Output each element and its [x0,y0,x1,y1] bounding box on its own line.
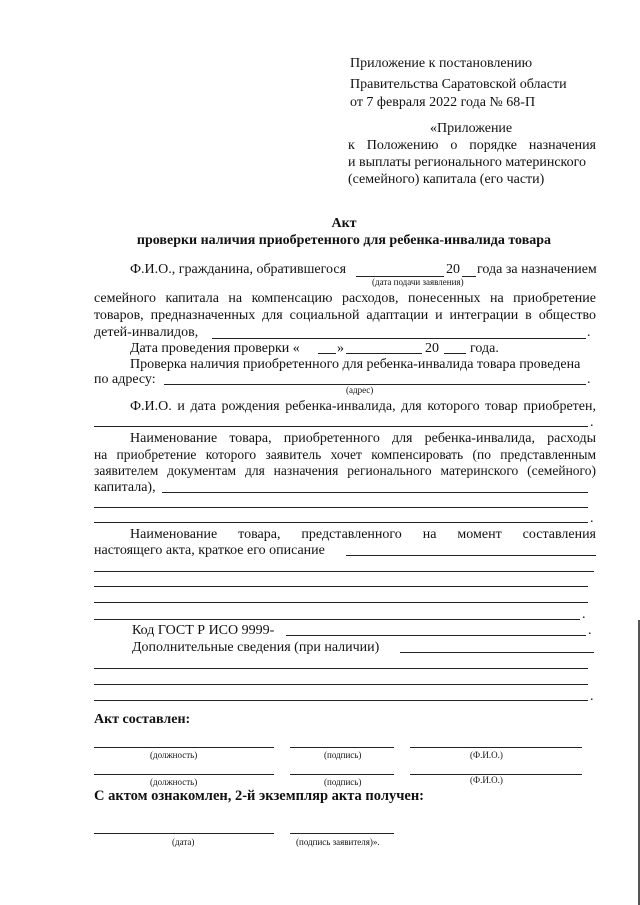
p3-line-2: по адресу: [94,372,156,387]
p2-text-c: 20 [425,341,439,356]
sig-position-line-1 [94,747,274,748]
p6-line-2: настоящего акта, краткое его описание [94,543,325,558]
sig-fio-hint-2: (Ф.И.О.) [470,775,503,785]
appendix-line-3: и выплаты регионального материнского [348,155,587,170]
p7-extra-line-3 [94,684,588,685]
header-line-3: от 7 февраля 2022 года № 68-П [350,95,536,110]
p7-code-end: . [588,623,592,638]
p7-extra-line-1 [400,652,594,653]
sig-position-line-2 [94,774,274,775]
p6-line-1: Наименование товара, представленного на момент составления [130,527,596,542]
p3-end: . [587,372,591,387]
p7-end: . [590,689,594,704]
p5-line-4: капитала), [94,480,156,495]
appendix-line-1: «Приложение [430,121,513,136]
p6-end: . [582,607,586,622]
sig-applicant-hint: (подпись заявителя)». [296,837,380,847]
header-line-1: Приложение к постановлению [350,56,533,71]
p2-month-line [346,353,422,354]
appendix-line-4: (семейного) капитала (его части) [348,172,545,187]
p6-desc-line-2 [94,571,594,572]
p5-end: . [590,511,594,526]
p6-desc-line-4 [94,602,588,603]
sig-signature-hint-2: (подпись) [324,777,362,787]
p4-child-line [94,426,588,427]
p7-extra: Дополнительные сведения (при наличии) [132,640,380,655]
p1-line-4: детей-инвалидов, [94,325,199,340]
p3-hint: (адрес) [346,385,374,395]
p1-line-2: семейного капитала на компенсацию расходов, понесенных на приобретение [94,291,596,306]
title-line-1: Акт [331,216,357,231]
p2-year-line [444,353,466,354]
acquainted-heading: С актом ознакомлен, 2-й экземпляр акта получен: [94,788,425,804]
sig-position-hint-1: (должность) [150,750,198,760]
p1-hint: (дата подачи заявления) [372,277,464,287]
p6-desc-line-5 [94,619,580,620]
sig-applicant-line [290,833,394,834]
p2-day-line [318,353,336,354]
p7-code: Код ГОСТ Р ИСО 9999- [132,623,275,638]
p4-line-1: Ф.И.О. и дата рождения ребенка-инвалида, для которого товар приобретен, [130,399,596,414]
header-line-2: Правительства Саратовской области [350,77,567,92]
p2-text-d: года. [470,341,499,356]
title-line-2: проверки наличия приобретенного для ребенка-инвалида товара [136,233,552,248]
p5-line-1: Наименование товара, приобретенного для ребенка-инвалида, расходы [130,431,596,446]
p6-desc-line-1 [346,555,596,556]
sig-position-hint-2: (должность) [150,777,198,787]
p1-text-b: года за назначением [477,262,597,277]
p7-extra-line-4 [94,700,588,701]
p5-line-2: на приобретение которого заявитель хочет компенсировать (по представленным [94,447,596,462]
p1-year-prefix: 20 [446,262,460,277]
p4-end: . [590,415,594,430]
sig-fio-hint-1: (Ф.И.О.) [470,750,503,760]
p6-desc-line-3 [94,586,588,587]
p1-year-line [462,276,476,277]
p7-code-line [286,635,586,636]
sig-signature-line-2 [290,774,394,775]
p2-text-a: Дата проведения проверки « [130,341,300,356]
sig-date-line [94,833,274,834]
p1-end: . [587,325,591,340]
p5-goods-line-2 [94,507,588,508]
p5-line-3: заявителем документам для назначения регионального материнского (семейного) [94,463,596,478]
sig-signature-line-1 [290,747,394,748]
p1-text-a: Ф.И.О., гражданина, обратившегося [130,262,347,277]
p3-line-1: Проверка наличия приобретенного для ребенка-инвалида товара проведена [130,357,581,372]
sig-fio-line-1 [410,747,582,748]
appendix-line-2: к Положению о порядке назначения [348,138,596,153]
sig-signature-hint-1: (подпись) [324,750,362,760]
p1-children-line [212,338,586,339]
p3-address-line [164,384,586,385]
p1-line-3: товаров, предназначенных для социальной адаптации и интеграции в общество [94,308,596,323]
p5-goods-line-3 [94,522,588,523]
sig-date-hint: (дата) [172,837,195,847]
p7-extra-line-2 [94,668,588,669]
p2-text-b: » [337,341,344,356]
p5-goods-line-1 [162,492,588,493]
composed-heading: Акт составлен: [94,712,191,727]
